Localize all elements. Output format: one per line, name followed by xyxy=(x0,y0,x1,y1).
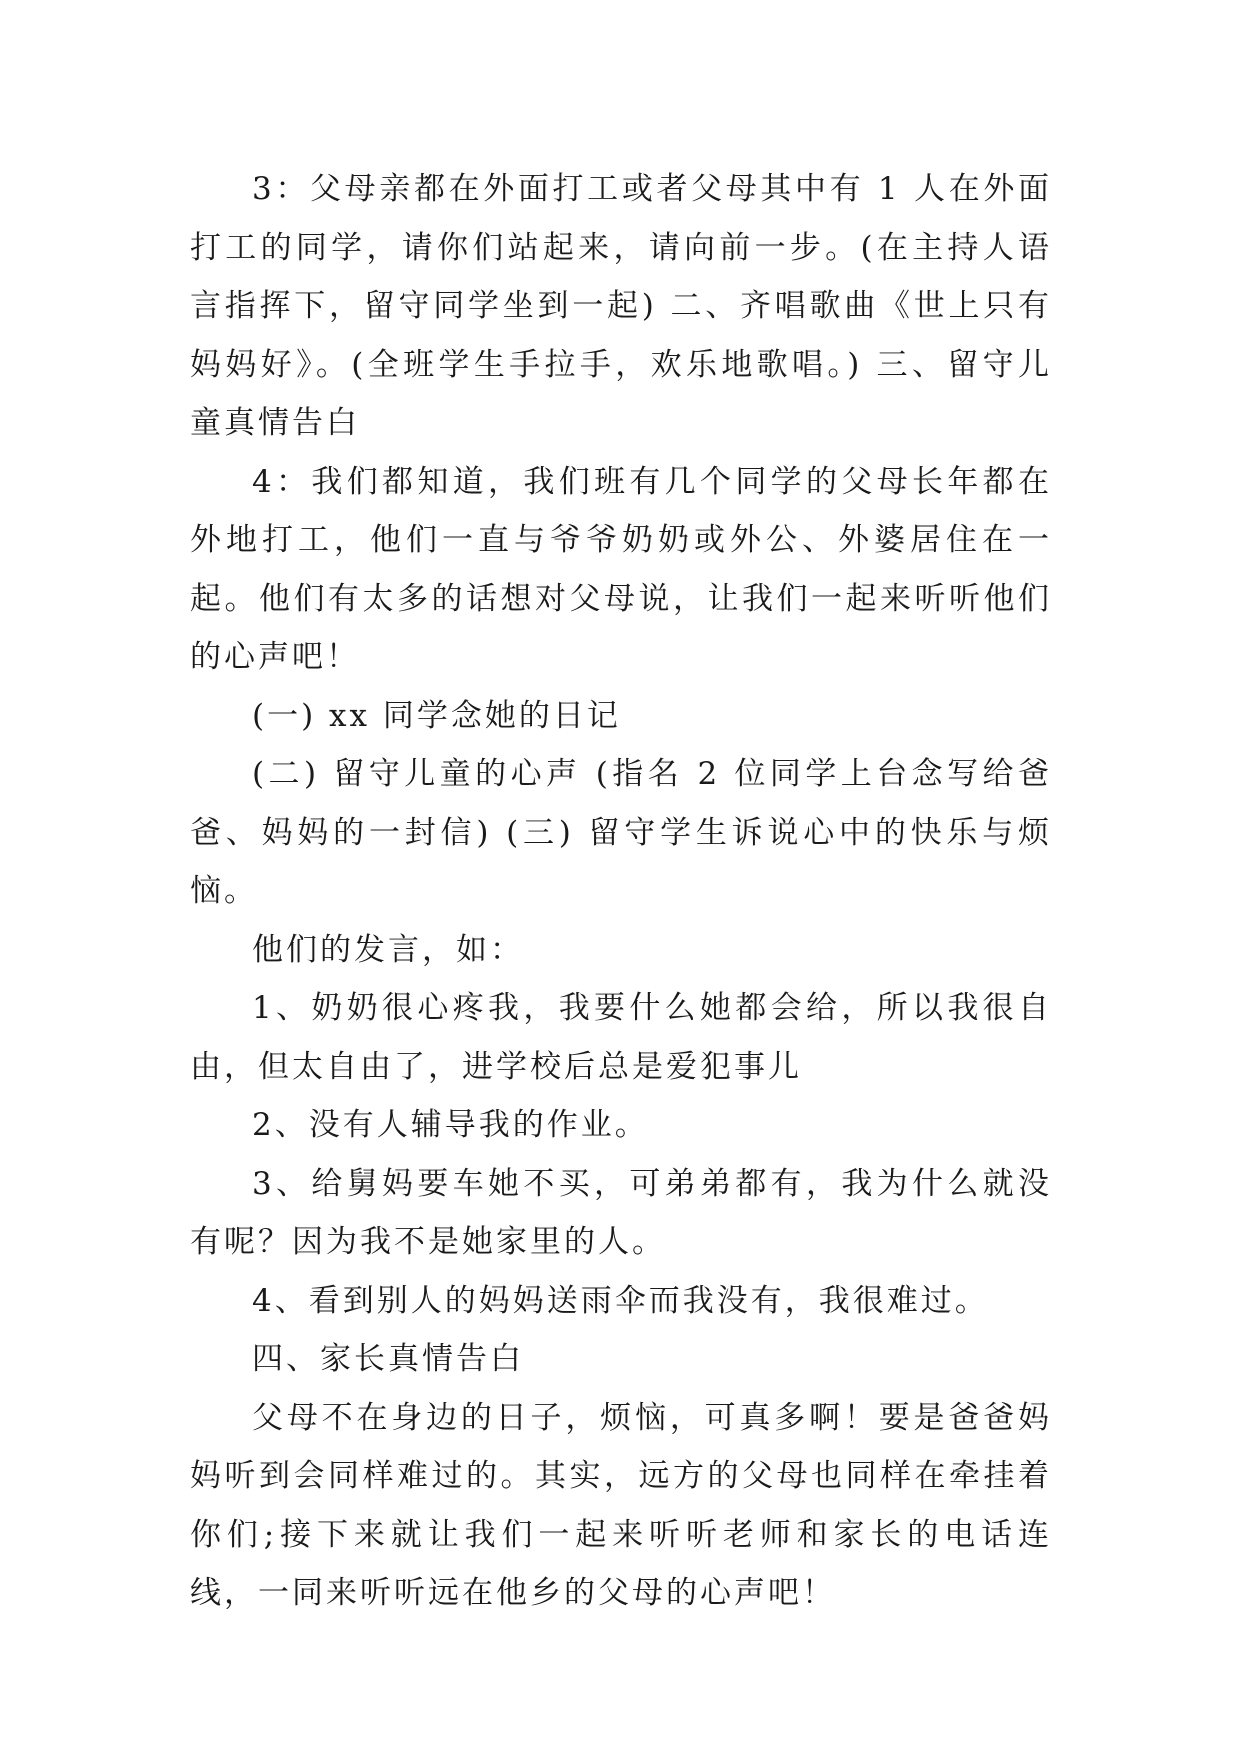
paragraph-3: (一) xx 同学念她的日记 xyxy=(252,697,621,734)
paragraph-8: 3、给舅妈要车她不买，可弟弟都有，我为什么就没有呢？因为我不是她家里的人。 xyxy=(190,1165,1052,1260)
document-page xyxy=(190,160,1052,1623)
paragraph-2: 4：我们都知道，我们班有几个同学的父母长年都在外地打工，他们一直与爷爷奶奶或外公、外婆居住在一起。他们有太多的话想对父母说，让我们一起来听听他们的心声吧！ xyxy=(190,463,1052,675)
paragraph-5: 他们的发言，如： xyxy=(252,931,524,968)
paragraph-11: 父母不在身边的日子，烦恼，可真多啊！要是爸爸妈妈听到会同样难过的。其实，远方的父母也同样在牵挂着你们;接下来就让我们一起来听听老师和家长的电话连线，一同来听听远在他乡的父母的心声吧！ xyxy=(190,1399,1052,1611)
paragraph-1: 3：父母亲都在外面打工或者父母其中有 1 人在外面打工的同学，请你们站起来，请向前一步。(在主持人语言指挥下，留守同学坐到一起) 二、齐唱歌曲《世上只有妈妈好》。(全班学生手拉手，欢乐地歌唱。) 三、留守儿童真情告白 xyxy=(190,171,1052,441)
paragraph-4: (二) 留守儿童的心声 (指名 2 位同学上台念写给爸爸、妈妈的一封信) (三) 留守学生诉说心中的快乐与烦恼。 xyxy=(190,756,1052,909)
paragraph-7: 2、没有人辅导我的作业。 xyxy=(252,1107,649,1143)
paragraph-10: 四、家长真情告白 xyxy=(252,1341,524,1377)
paragraph-6: 1、奶奶很心疼我，我要什么她都会给，所以我很自由，但太自由了，进学校后总是爱犯事儿 xyxy=(190,990,1052,1085)
paragraph-9: 4、看到别人的妈妈送雨伞而我没有，我很难过。 xyxy=(252,1282,989,1319)
